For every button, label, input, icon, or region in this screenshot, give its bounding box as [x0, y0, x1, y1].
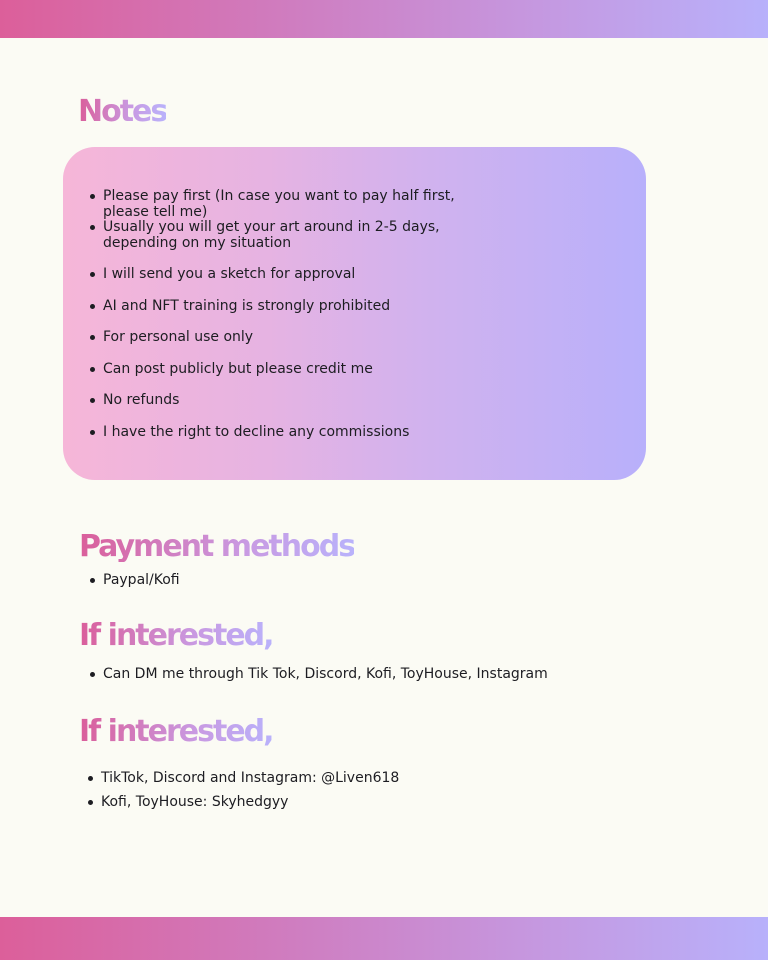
notes-item-credit: Can post publicly but please credit me [90, 361, 373, 377]
contact-item: Can DM me through Tik Tok, Discord, Kofi, ToyHouse, Instagram [90, 666, 548, 682]
notes-card [63, 147, 646, 480]
handles-heading: If interested, [79, 714, 273, 749]
notes-item-delivery-time: Usually you will get your art around in 2-5 days, depending on my situation [90, 219, 468, 251]
handles-item-tiktok-discord-instagram: TikTok, Discord and Instagram: @Liven618 [88, 770, 399, 786]
payment-methods-heading: Payment methods [79, 529, 355, 564]
notes-item-no-refunds: No refunds [90, 392, 179, 408]
notes-item-sketch-approval: I will send you a sketch for approval [90, 266, 355, 282]
notes-item-personal-use: For personal use only [90, 329, 253, 345]
notes-item-decline-right: I have the right to decline any commissions [90, 424, 409, 440]
payment-method-item: Paypal/Kofi [90, 572, 180, 588]
notes-heading: Notes [78, 94, 167, 129]
top-gradient-band [0, 0, 768, 38]
bottom-gradient-band [0, 917, 768, 960]
handles-item-kofi-toyhouse: Kofi, ToyHouse: Skyhedgyy [88, 794, 288, 810]
contact-heading: If interested, [79, 618, 273, 653]
notes-item-ai-nft-prohibited: AI and NFT training is strongly prohibited [90, 298, 390, 314]
notes-item-pay-first: Please pay first (In case you want to pay half first, please tell me) [90, 188, 468, 220]
